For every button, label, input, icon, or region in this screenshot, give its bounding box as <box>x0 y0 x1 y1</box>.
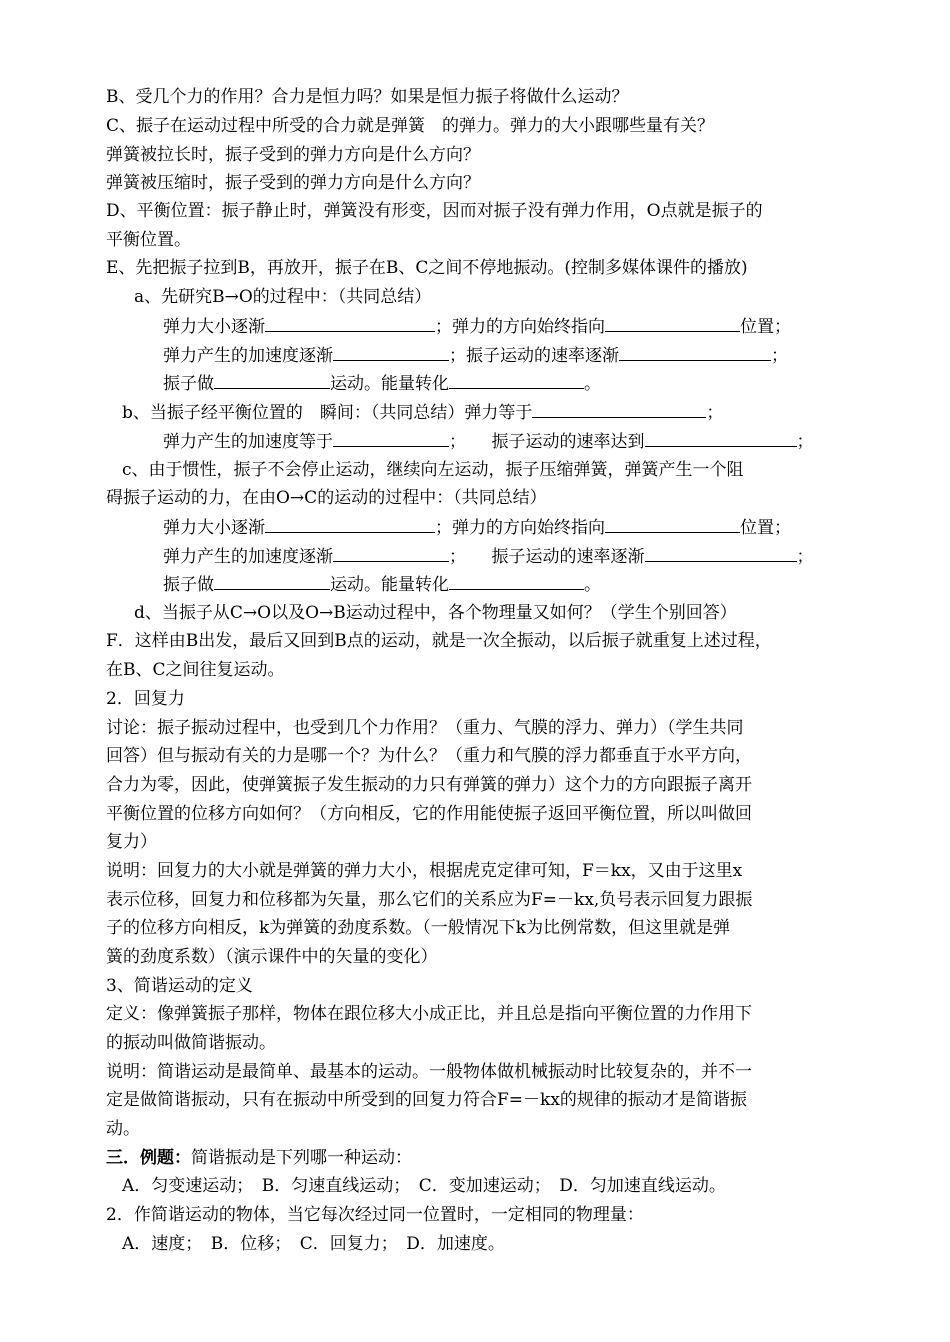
text-line: 平衡位置的位移方向如何？（方向相反，它的作用能使振子返回平衡位置，所以叫做回 <box>106 804 752 824</box>
text-line: 讨论：振子振动过程中，也受到几个力作用？（重力、气膜的浮力、弹力）（学生共同 <box>106 718 744 738</box>
fill-blank-line <box>163 342 788 370</box>
text-segment: 弹力产生的加速度等于 <box>163 432 333 452</box>
text-line: 回答）但与振动有关的力是哪一个？为什么？（重力和气膜的浮力都垂直于水平方向， <box>106 746 752 766</box>
text-line: 定是做简谐振动，只有在振动中所受到的回复力符合F=－kx的规律的振动才是简谐振 <box>106 1090 747 1110</box>
fill-blank-line <box>163 313 791 341</box>
text-segment: 简谐振动是下列哪一种运动： <box>191 1148 412 1168</box>
text-line: B、受几个力的作用？合力是恒力吗？如果是恒力振子将做什么运动？ <box>106 87 629 107</box>
text-line: 定义：像弹簧振子那样，物体在跟位移大小成正比，并且总是指向平衡位置的力作用下 <box>106 1004 752 1024</box>
text-segment: 振子做 <box>163 374 214 394</box>
text-segment: ； <box>771 346 788 366</box>
text-segment: 运动。能量转化 <box>330 575 449 595</box>
text-segment: 弹力产生的加速度逐渐 <box>163 547 333 567</box>
text-segment: ；弹力的方向始终指向 <box>435 317 605 337</box>
question-line: 2．作简谐运动的物体，当它每次经过同一位置时，一定相同的物理量： <box>106 1205 644 1225</box>
fill-blank-line <box>163 428 814 456</box>
answer-blank <box>645 543 797 562</box>
section-heading: 2．回复力 <box>106 689 185 709</box>
text-line: 的振动叫做简谐振动。 <box>106 1033 276 1053</box>
text-segment: 。 <box>584 575 601 595</box>
answer-blank <box>214 571 330 590</box>
answer-blank <box>605 514 740 533</box>
section-heading: 3、简谐运动的定义 <box>106 976 253 996</box>
text-segment: 运动。能量转化 <box>330 374 449 394</box>
text-line: 复力） <box>106 832 157 852</box>
text-line: 弹簧被拉长时，振子受到的弹力方向是什么方向？ <box>106 145 480 165</box>
text-line: 碍振子运动的力，在由O→C的运动的过程中：（共同总结） <box>106 488 547 508</box>
text-line: a、先研究B→O的过程中：（共同总结） <box>134 287 432 307</box>
text-line: C、振子在运动过程中所受的合力就是弹簧 的弹力。弹力的大小跟哪些量有关？ <box>106 116 715 136</box>
answer-blank <box>265 514 435 533</box>
text-segment: 位置； <box>740 518 791 538</box>
text-line: 说明：回复力的大小就是弹簧的弹力大小，根据虎克定律可知，F＝kx，又由于这里x <box>106 861 743 881</box>
text-segment: 弹力大小逐渐 <box>163 317 265 337</box>
text-segment: b、当振子经平衡位置的 瞬间：（共同总结）弹力等于 <box>122 403 533 423</box>
answer-options: A．匀变速运动； B．匀速直线运动； C．变加速运动； D．匀加速直线运动。 <box>122 1176 726 1196</box>
text-segment: 位置； <box>740 317 791 337</box>
text-segment: ；振子运动的速率逐渐 <box>449 346 619 366</box>
answer-blank <box>333 342 449 361</box>
answer-options: A．速度； B．位移； C．回复力； D．加速度。 <box>122 1234 505 1254</box>
text-segment: ； <box>706 403 724 423</box>
text-line: D、平衡位置：振子静止时，弹簧没有形变，因而对振子没有弹力作用，O点就是振子的 <box>106 201 763 221</box>
text-segment: 振子做 <box>163 575 214 595</box>
fill-blank-line <box>163 514 791 542</box>
text-line: c、由于惯性，振子不会停止运动，继续向左运动，振子压缩弹簧，弹簧产生一个阻 <box>122 460 744 480</box>
question-line <box>106 1145 412 1172</box>
answer-blank <box>645 428 797 447</box>
text-line: F．这样由B出发，最后又回到B点的运动，就是一次全振动，以后振子就重复上述过程， <box>106 631 772 651</box>
text-line: 弹簧被压缩时，振子受到的弹力方向是什么方向？ <box>106 173 480 193</box>
text-line: 平衡位置。 <box>106 230 191 250</box>
text-line: 动。 <box>106 1119 140 1139</box>
answer-blank <box>265 313 435 332</box>
text-line: 合力为零，因此，使弹簧振子发生振动的力只有弹簧的弹力）这个力的方向跟振子离开 <box>106 775 752 795</box>
answer-blank <box>449 571 584 590</box>
text-segment: ； <box>796 547 814 567</box>
text-line: 子的位移方向相反，k为弹簧的劲度系数。（一般情况下k为比例常数，但这里就是弹 <box>106 918 731 938</box>
answer-blank <box>619 342 771 361</box>
answer-blank <box>605 313 740 332</box>
text-line: 簧的劲度系数）（演示课件中的矢量的变化） <box>106 947 438 967</box>
text-line: 说明：简谐运动是最简单、最基本的运动。一般物体做机械振动时比较复杂的，并不一 <box>106 1062 752 1082</box>
fill-blank-line <box>163 543 814 571</box>
answer-blank <box>449 370 584 389</box>
fill-blank-line <box>163 571 601 599</box>
text-segment: 。 <box>584 374 601 394</box>
answer-blank <box>532 399 706 418</box>
text-segment: ； <box>796 432 814 452</box>
text-segment: 弹力大小逐渐 <box>163 518 265 538</box>
text-segment: ； 振子运动的速率逐渐 <box>449 547 645 567</box>
fill-blank-line <box>163 370 601 398</box>
text-segment: 弹力产生的加速度逐渐 <box>163 346 333 366</box>
answer-blank <box>214 370 330 389</box>
text-segment: ；弹力的方向始终指向 <box>435 518 605 538</box>
text-line: E、先把振子拉到B，再放开，振子在B、C之间不停地振动。(控制多媒体课件的播放) <box>106 258 748 278</box>
text-line: 表示位移，回复力和位移都为矢量，那么它们的关系应为F=－kx,负号表示回复力跟振 <box>106 890 753 910</box>
text-segment: ； 振子运动的速率达到 <box>449 432 645 452</box>
text-line: d、当振子从C→O以及O→B运动过程中，各个物理量又如何？（学生个别回答） <box>134 603 737 623</box>
answer-blank <box>333 428 449 447</box>
fill-blank-line <box>122 399 723 427</box>
text-line: 在B、C之间往复运动。 <box>106 660 285 680</box>
example-heading: 三．例题： <box>106 1148 191 1168</box>
answer-blank <box>333 543 449 562</box>
